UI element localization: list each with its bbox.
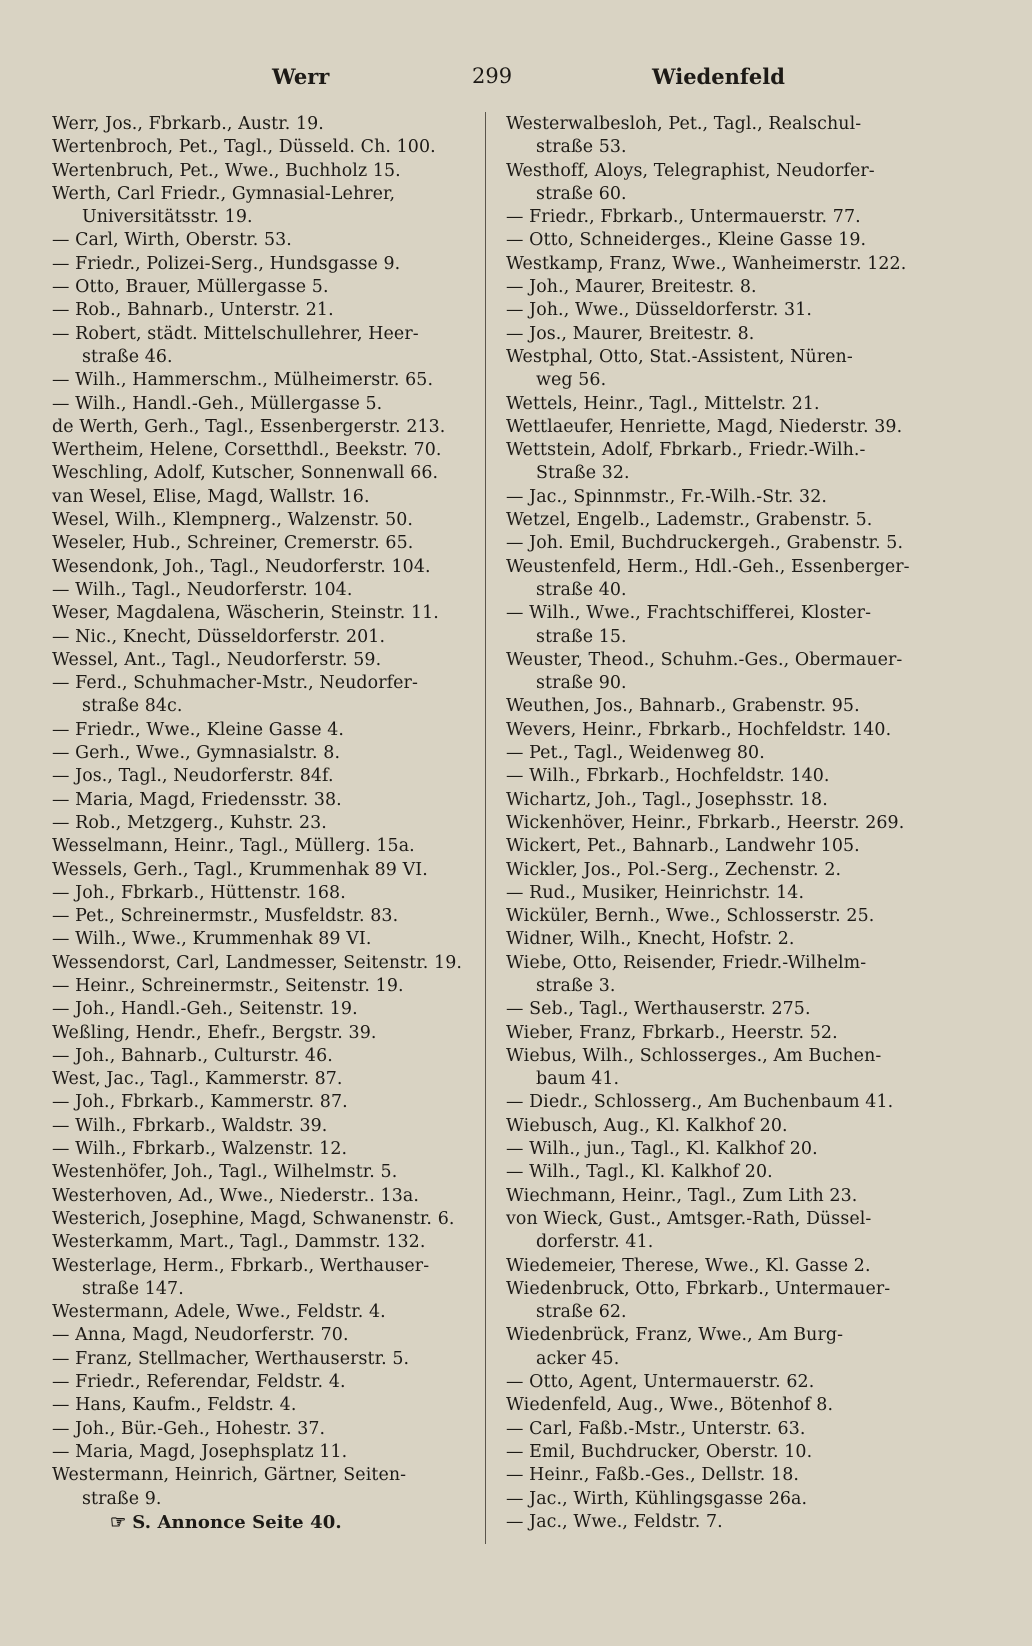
directory-entry: [52, 160, 480, 183]
directory-entry: [506, 742, 950, 765]
entry-text: Weschling, Adolf, Kutscher, Sonnenwall 66.: [52, 463, 439, 484]
directory-entry: [506, 276, 950, 299]
entry-text: — Wilh., Hammerschm., Mülheimerstr. 65.: [52, 370, 434, 391]
entry-text: — Maria, Magd, Friedensstr. 38.: [52, 789, 342, 810]
entry-text: — Otto, Agent, Untermauerstr. 62.: [506, 1372, 815, 1393]
entry-text: Wiedenfeld, Aug., Wwe., Bötenhof 8.: [506, 1395, 834, 1416]
directory-entry: [52, 556, 480, 579]
directory-entry: [506, 1464, 950, 1487]
entry-text: Westkamp, Franz, Wwe., Wanheimerstr. 122.: [506, 253, 907, 274]
entry-text: Wetzel, Engelb., Lademstr., Grabenstr. 5.: [506, 510, 873, 531]
entry-text: — Wilh., Handl.-Geh., Müllergasse 5.: [52, 393, 383, 414]
entry-text: Wiebus, Wilh., Schlosserges., Am Buchen-: [506, 1045, 882, 1066]
entry-text: Weuster, Theod., Schuhm.-Ges., Obermauer-: [506, 649, 903, 670]
entry-text: — Friedr., Wwe., Kleine Gasse 4.: [52, 719, 345, 740]
entry-continuation: acker 45.: [536, 1348, 620, 1369]
entry-text: — Wilh., Tagl., Kl. Kalkhof 20.: [506, 1162, 773, 1183]
directory-entry: [52, 229, 480, 252]
directory-entry: [52, 765, 480, 788]
entry-text: — Joh., Fbrkarb., Kammerstr. 87.: [52, 1092, 348, 1113]
entry-text: Westhoff, Aloys, Telegraphist, Neudorfer-: [506, 160, 875, 181]
entry-text: Wiedemeier, Therese, Wwe., Kl. Gasse 2.: [506, 1255, 871, 1276]
directory-entry: [506, 905, 950, 928]
entry-text: — Joh. Emil, Buchdruckergeh., Grabenstr. 5.: [506, 533, 904, 554]
entry-text: de Werth, Gerh., Tagl., Essenbergerstr. 213.: [52, 416, 446, 437]
entry-continuation: straße 3.: [536, 975, 616, 996]
directory-entry: [52, 323, 480, 370]
directory-entry: [52, 532, 480, 555]
entry-continuation: straße 15.: [536, 626, 627, 647]
directory-entry: [52, 1348, 480, 1371]
directory-entry: [506, 1488, 950, 1511]
entry-text: Werth, Carl Friedr., Gymnasial-Lehrer,: [52, 183, 396, 204]
entry-text: — Wilh., Fbrkarb., Waldstr. 39.: [52, 1115, 328, 1136]
directory-entry: [506, 1371, 950, 1394]
directory-entry: [506, 602, 950, 649]
entry-continuation: straße 90.: [536, 673, 627, 694]
entry-text: Westerhoven, Ad., Wwe., Niederstr.. 13a.: [52, 1185, 419, 1206]
directory-entry: [506, 998, 950, 1021]
entry-text: — Anna, Magd, Neudorferstr. 70.: [52, 1325, 349, 1346]
directory-entry: [506, 1511, 950, 1534]
entry-continuation: straße 62.: [536, 1302, 627, 1323]
entry-text: — Joh., Fbrkarb., Hüttenstr. 168.: [52, 882, 346, 903]
directory-entry: [506, 160, 950, 207]
directory-entry: [52, 579, 480, 602]
directory-entry: [506, 1441, 950, 1464]
entry-text: — Otto, Brauer, Müllergasse 5.: [52, 277, 329, 298]
entry-text: — Wilh., Fbrkarb., Hochfeldstr. 140.: [506, 766, 830, 787]
entry-continuation: weg 56.: [536, 370, 607, 391]
entry-text: Wickenhöver, Heinr., Fbrkarb., Heerstr. 269.: [506, 812, 905, 833]
entry-text: — Heinr., Faßb.-Ges., Dellstr. 18.: [506, 1465, 800, 1486]
entry-text: — Franz, Stellmacher, Werthauserstr. 5.: [52, 1348, 410, 1369]
entry-text: Westerlage, Herm., Fbrkarb., Werthauser-: [52, 1255, 430, 1276]
directory-entry: [506, 1394, 950, 1417]
entry-text: Wevers, Heinr., Fbrkarb., Hochfeldstr. 140.: [506, 719, 892, 740]
directory-entry: [52, 369, 480, 392]
entry-text: Widner, Wilh., Knecht, Hofstr. 2.: [506, 929, 795, 950]
directory-entry: [506, 1324, 950, 1371]
directory-entry: [52, 719, 480, 742]
directory-entry: [506, 113, 950, 160]
header-last-entry: Wiedenfeld: [652, 64, 785, 89]
entry-text: Westerkamm, Mart., Tagl., Dammstr. 132.: [52, 1232, 426, 1253]
entry-continuation: straße 40.: [536, 579, 627, 600]
entry-continuation: straße 60.: [536, 183, 627, 204]
entry-text: — Joh., Bür.-Geh., Hohestr. 37.: [52, 1418, 326, 1439]
annonce-note: [52, 1511, 480, 1534]
directory-entry: [52, 859, 480, 882]
entry-text: — Diedr., Schlosserg., Am Buchenbaum 41.: [506, 1092, 894, 1113]
entry-text: Wiebe, Otto, Reisender, Friedr.-Wilhelm-: [506, 952, 867, 973]
directory-entry: [52, 1231, 480, 1254]
directory-entry: [506, 789, 950, 812]
directory-entry: [506, 1418, 950, 1441]
directory-entry: [52, 183, 480, 230]
directory-entry: [52, 1301, 480, 1324]
directory-entry: [52, 928, 480, 951]
entry-text: — Joh., Handl.-Geh., Seitenstr. 19.: [52, 999, 358, 1020]
entry-text: — Wilh., Wwe., Krummenhak 89 VI.: [52, 929, 372, 950]
directory-entry: [506, 649, 950, 696]
entry-text: — Carl, Faßb.-Mstr., Unterstr. 63.: [506, 1418, 806, 1439]
entry-text: Wertenbruch, Pet., Wwe., Buchholz 15.: [52, 160, 401, 181]
directory-entry: [506, 1161, 950, 1184]
entry-continuation: straße 147.: [82, 1278, 184, 1299]
entry-text: West, Jac., Tagl., Kammerstr. 87.: [52, 1069, 343, 1090]
entry-text: — Wilh., Tagl., Neudorferstr. 104.: [52, 579, 353, 600]
entry-text: — Rud., Musiker, Heinrichstr. 14.: [506, 882, 805, 903]
directory-entry: [506, 1255, 950, 1278]
directory-entry: [506, 928, 950, 951]
directory-entry: [52, 1022, 480, 1045]
directory-entry: [52, 812, 480, 835]
entry-text: — Emil, Buchdrucker, Oberstr. 10.: [506, 1441, 813, 1462]
entry-text: — Friedr., Referendar, Feldstr. 4.: [52, 1372, 346, 1393]
entry-text: — Wilh., Fbrkarb., Walzenstr. 12.: [52, 1139, 348, 1160]
directory-entry: [506, 835, 950, 858]
directory-entry: [52, 649, 480, 672]
entry-text: Westphal, Otto, Stat.-Assistent, Nüren-: [506, 346, 853, 367]
entry-text: — Jac., Wwe., Feldstr. 7.: [506, 1511, 723, 1532]
entry-text: — Carl, Wirth, Oberstr. 53.: [52, 230, 292, 251]
directory-entry: [52, 1255, 480, 1302]
directory-entry: [52, 975, 480, 998]
entry-text: — Wilh., Wwe., Frachtschifferei, Kloster-: [506, 603, 872, 624]
entry-text: Wickler, Jos., Pol.-Serg., Zechenstr. 2.: [506, 859, 842, 880]
entry-text: — Joh., Bahnarb., Culturstr. 46.: [52, 1045, 333, 1066]
entry-text: Wettels, Heinr., Tagl., Mittelstr. 21.: [506, 393, 820, 414]
pointing-hand-icon: ☞: [110, 1511, 127, 1533]
directory-entry: [506, 1022, 950, 1045]
directory-entry: [506, 859, 950, 882]
directory-entry: [52, 742, 480, 765]
entry-text: — Wilh., jun., Tagl., Kl. Kalkhof 20.: [506, 1139, 818, 1160]
entry-text: — Ferd., Schuhmacher-Mstr., Neudorfer-: [52, 673, 418, 694]
entry-text: Westerich, Josephine, Magd, Schwanenstr. 6.: [52, 1208, 455, 1229]
page-number: 299: [472, 64, 513, 88]
directory-entry: [52, 276, 480, 299]
entry-text: — Hans, Kaufm., Feldstr. 4.: [52, 1395, 297, 1416]
entry-text: Weseler, Hub., Schreiner, Cremerstr. 65.: [52, 533, 414, 554]
entry-text: Wessel, Ant., Tagl., Neudorferstr. 59.: [52, 649, 382, 670]
entry-text: — Otto, Schneiderges., Kleine Gasse 19.: [506, 230, 867, 251]
entry-text: Wettlaeufer, Henriette, Magd, Niederstr. 39.: [506, 416, 903, 437]
left-column: [52, 113, 480, 1534]
entry-text: Weser, Magdalena, Wäscherin, Steinstr. 11.: [52, 603, 439, 624]
directory-entry: [506, 1138, 950, 1161]
entry-text: — Maria, Magd, Josephsplatz 11.: [52, 1441, 348, 1462]
directory-entry: [52, 882, 480, 905]
entry-text: Wicküler, Bernh., Wwe., Schlosserstr. 25.: [506, 906, 875, 927]
entry-text: — Seb., Tagl., Werthauserstr. 275.: [506, 999, 811, 1020]
entry-text: — Jac., Spinnmstr., Fr.-Wilh.-Str. 32.: [506, 486, 828, 507]
entry-text: van Wesel, Elise, Magd, Wallstr. 16.: [52, 486, 370, 507]
entry-text: — Jos., Maurer, Breitestr. 8.: [506, 323, 755, 344]
entry-text: — Nic., Knecht, Düsseldorferstr. 201.: [52, 626, 386, 647]
entry-text: — Joh., Wwe., Düsseldorferstr. 31.: [506, 300, 813, 321]
entry-text: Weuthen, Jos., Bahnarb., Grabenstr. 95.: [506, 696, 860, 717]
directory-entry: [52, 952, 480, 975]
directory-entry: [506, 1045, 950, 1092]
entry-text: — Robert, städt. Mittelschullehrer, Heer-: [52, 323, 419, 344]
directory-entry: [506, 509, 950, 532]
entry-text: Westenhöfer, Joh., Tagl., Wilhelmstr. 5.: [52, 1162, 398, 1183]
entry-continuation: straße 46.: [82, 346, 173, 367]
directory-entry: [506, 486, 950, 509]
column-divider: [485, 112, 486, 1544]
directory-entry: [52, 253, 480, 276]
directory-entry: [506, 206, 950, 229]
directory-entry: [52, 1324, 480, 1347]
entry-continuation: Universitätsstr. 19.: [82, 207, 253, 228]
directory-entry: [52, 1115, 480, 1138]
directory-entry: [506, 882, 950, 905]
directory-entry: [506, 952, 950, 999]
directory-entry: [506, 695, 950, 718]
directory-entry: [506, 253, 950, 276]
directory-entry: [52, 393, 480, 416]
directory-entry: [52, 136, 480, 159]
entry-text: Wiebusch, Aug., Kl. Kalkhof 20.: [506, 1115, 788, 1136]
directory-entry: [52, 1068, 480, 1091]
directory-entry: [52, 905, 480, 928]
entry-text: Wiechmann, Heinr., Tagl., Zum Lith 23.: [506, 1185, 858, 1206]
entry-text: Wettstein, Adolf, Fbrkarb., Friedr.-Wilh.-: [506, 440, 866, 461]
annonce-text: S. Annonce Seite 40.: [132, 1511, 342, 1533]
directory-entry: [506, 1115, 950, 1138]
directory-entry: [52, 1441, 480, 1464]
entry-text: — Heinr., Schreinermstr., Seitenstr. 19.: [52, 975, 404, 996]
entry-text: Wiedenbruck, Otto, Fbrkarb., Untermauer-: [506, 1278, 891, 1299]
entry-continuation: straße 53.: [536, 137, 627, 158]
directory-entry: [52, 462, 480, 485]
entry-text: Wertenbroch, Pet., Tagl., Düsseld. Ch. 100.: [52, 137, 436, 158]
directory-entry: [52, 1138, 480, 1161]
directory-entry: [52, 1394, 480, 1417]
directory-entry: [52, 1091, 480, 1114]
entry-text: — Rob., Bahnarb., Unterstr. 21.: [52, 300, 334, 321]
entry-text: Wertheim, Helene, Corsetthdl., Beekstr. 70.: [52, 440, 442, 461]
entry-text: — Pet., Tagl., Weidenweg 80.: [506, 743, 765, 764]
entry-text: Wieber, Franz, Fbrkarb., Heerstr. 52.: [506, 1022, 838, 1043]
entry-text: Werr, Jos., Fbrkarb., Austr. 19.: [52, 114, 324, 134]
directory-entry: [52, 1371, 480, 1394]
entry-text: Weustenfeld, Herm., Hdl.-Geh., Essenberger-: [506, 556, 910, 577]
entry-text: Wesselmann, Heinr., Tagl., Müllerg. 15a.: [52, 836, 415, 857]
directory-entry: [506, 416, 950, 439]
directory-entry: [52, 1464, 480, 1511]
directory-entry: [52, 1185, 480, 1208]
directory-entry: [52, 672, 480, 719]
directory-entry: [506, 556, 950, 603]
entry-continuation: dorferstr. 41.: [536, 1232, 654, 1253]
entry-text: — Joh., Maurer, Breitestr. 8.: [506, 277, 757, 298]
directory-entry: [506, 765, 950, 788]
directory-entry: [52, 1161, 480, 1184]
directory-entry: [52, 835, 480, 858]
directory-entry: [506, 439, 950, 486]
entry-text: Westermann, Adele, Wwe., Feldstr. 4.: [52, 1302, 386, 1323]
directory-entry: [52, 1418, 480, 1441]
entry-continuation: straße 9.: [82, 1488, 162, 1509]
entry-text: — Friedr., Polizei-Serg., Hundsgasse 9.: [52, 253, 401, 274]
directory-entry: [52, 439, 480, 462]
directory-entry: [506, 323, 950, 346]
directory-entry: [52, 1045, 480, 1068]
directory-entry: [506, 229, 950, 252]
directory-entry: [506, 1278, 950, 1325]
entry-continuation: straße 84c.: [82, 696, 183, 717]
entry-text: Westerwalbesloh, Pet., Tagl., Realschul-: [506, 114, 862, 134]
directory-entry: [506, 299, 950, 322]
directory-entry: [506, 719, 950, 742]
right-column: [506, 113, 950, 1534]
directory-entry: [506, 346, 950, 393]
entry-text: Wiedenbrück, Franz, Wwe., Am Burg-: [506, 1325, 844, 1346]
directory-entry: [52, 626, 480, 649]
entry-text: von Wieck, Gust., Amtsger.-Rath, Düssel-: [506, 1208, 872, 1229]
directory-entry: [52, 113, 480, 136]
header-first-entry: Werr: [272, 64, 330, 89]
directory-entry: [52, 486, 480, 509]
entry-text: — Gerh., Wwe., Gymnasialstr. 8.: [52, 743, 341, 764]
directory-entry: [52, 299, 480, 322]
directory-entry: [52, 602, 480, 625]
directory-entry: [506, 1185, 950, 1208]
entry-text: Wickert, Pet., Bahnarb., Landwehr 105.: [506, 836, 860, 857]
directory-entry: [506, 1208, 950, 1255]
entry-continuation: Straße 32.: [536, 463, 630, 484]
entry-text: Wessendorst, Carl, Landmesser, Seitenstr. 19.: [52, 952, 462, 973]
entry-text: — Jac., Wirth, Kühlingsgasse 26a.: [506, 1488, 808, 1509]
entry-text: Weßling, Hendr., Ehefr., Bergstr. 39.: [52, 1022, 377, 1043]
directory-entry: [52, 789, 480, 812]
entry-text: — Jos., Tagl., Neudorferstr. 84f.: [52, 766, 334, 787]
entry-text: Wesel, Wilh., Klempnerg., Walzenstr. 50.: [52, 510, 414, 531]
directory-entry: [506, 1091, 950, 1114]
entry-text: — Friedr., Fbrkarb., Untermauerstr. 77.: [506, 207, 861, 228]
entry-text: — Rob., Metzgerg., Kuhstr. 23.: [52, 812, 327, 833]
entry-text: Wichartz, Joh., Tagl., Josephsstr. 18.: [506, 789, 828, 810]
directory-entry: [52, 416, 480, 439]
directory-entry: [52, 998, 480, 1021]
entry-text: Wessels, Gerh., Tagl., Krummenhak 89 VI.: [52, 859, 428, 880]
page-header: [0, 64, 1032, 104]
entry-text: Westermann, Heinrich, Gärtner, Seiten-: [52, 1465, 407, 1486]
entry-continuation: baum 41.: [536, 1069, 620, 1090]
entry-text: — Pet., Schreinermstr., Musfeldstr. 83.: [52, 906, 399, 927]
directory-entry: [506, 393, 950, 416]
directory-entry: [506, 532, 950, 555]
directory-entry: [52, 509, 480, 532]
directory-entry: [506, 812, 950, 835]
directory-entry: [52, 1208, 480, 1231]
entry-text: Wesendonk, Joh., Tagl., Neudorferstr. 104.: [52, 556, 431, 577]
